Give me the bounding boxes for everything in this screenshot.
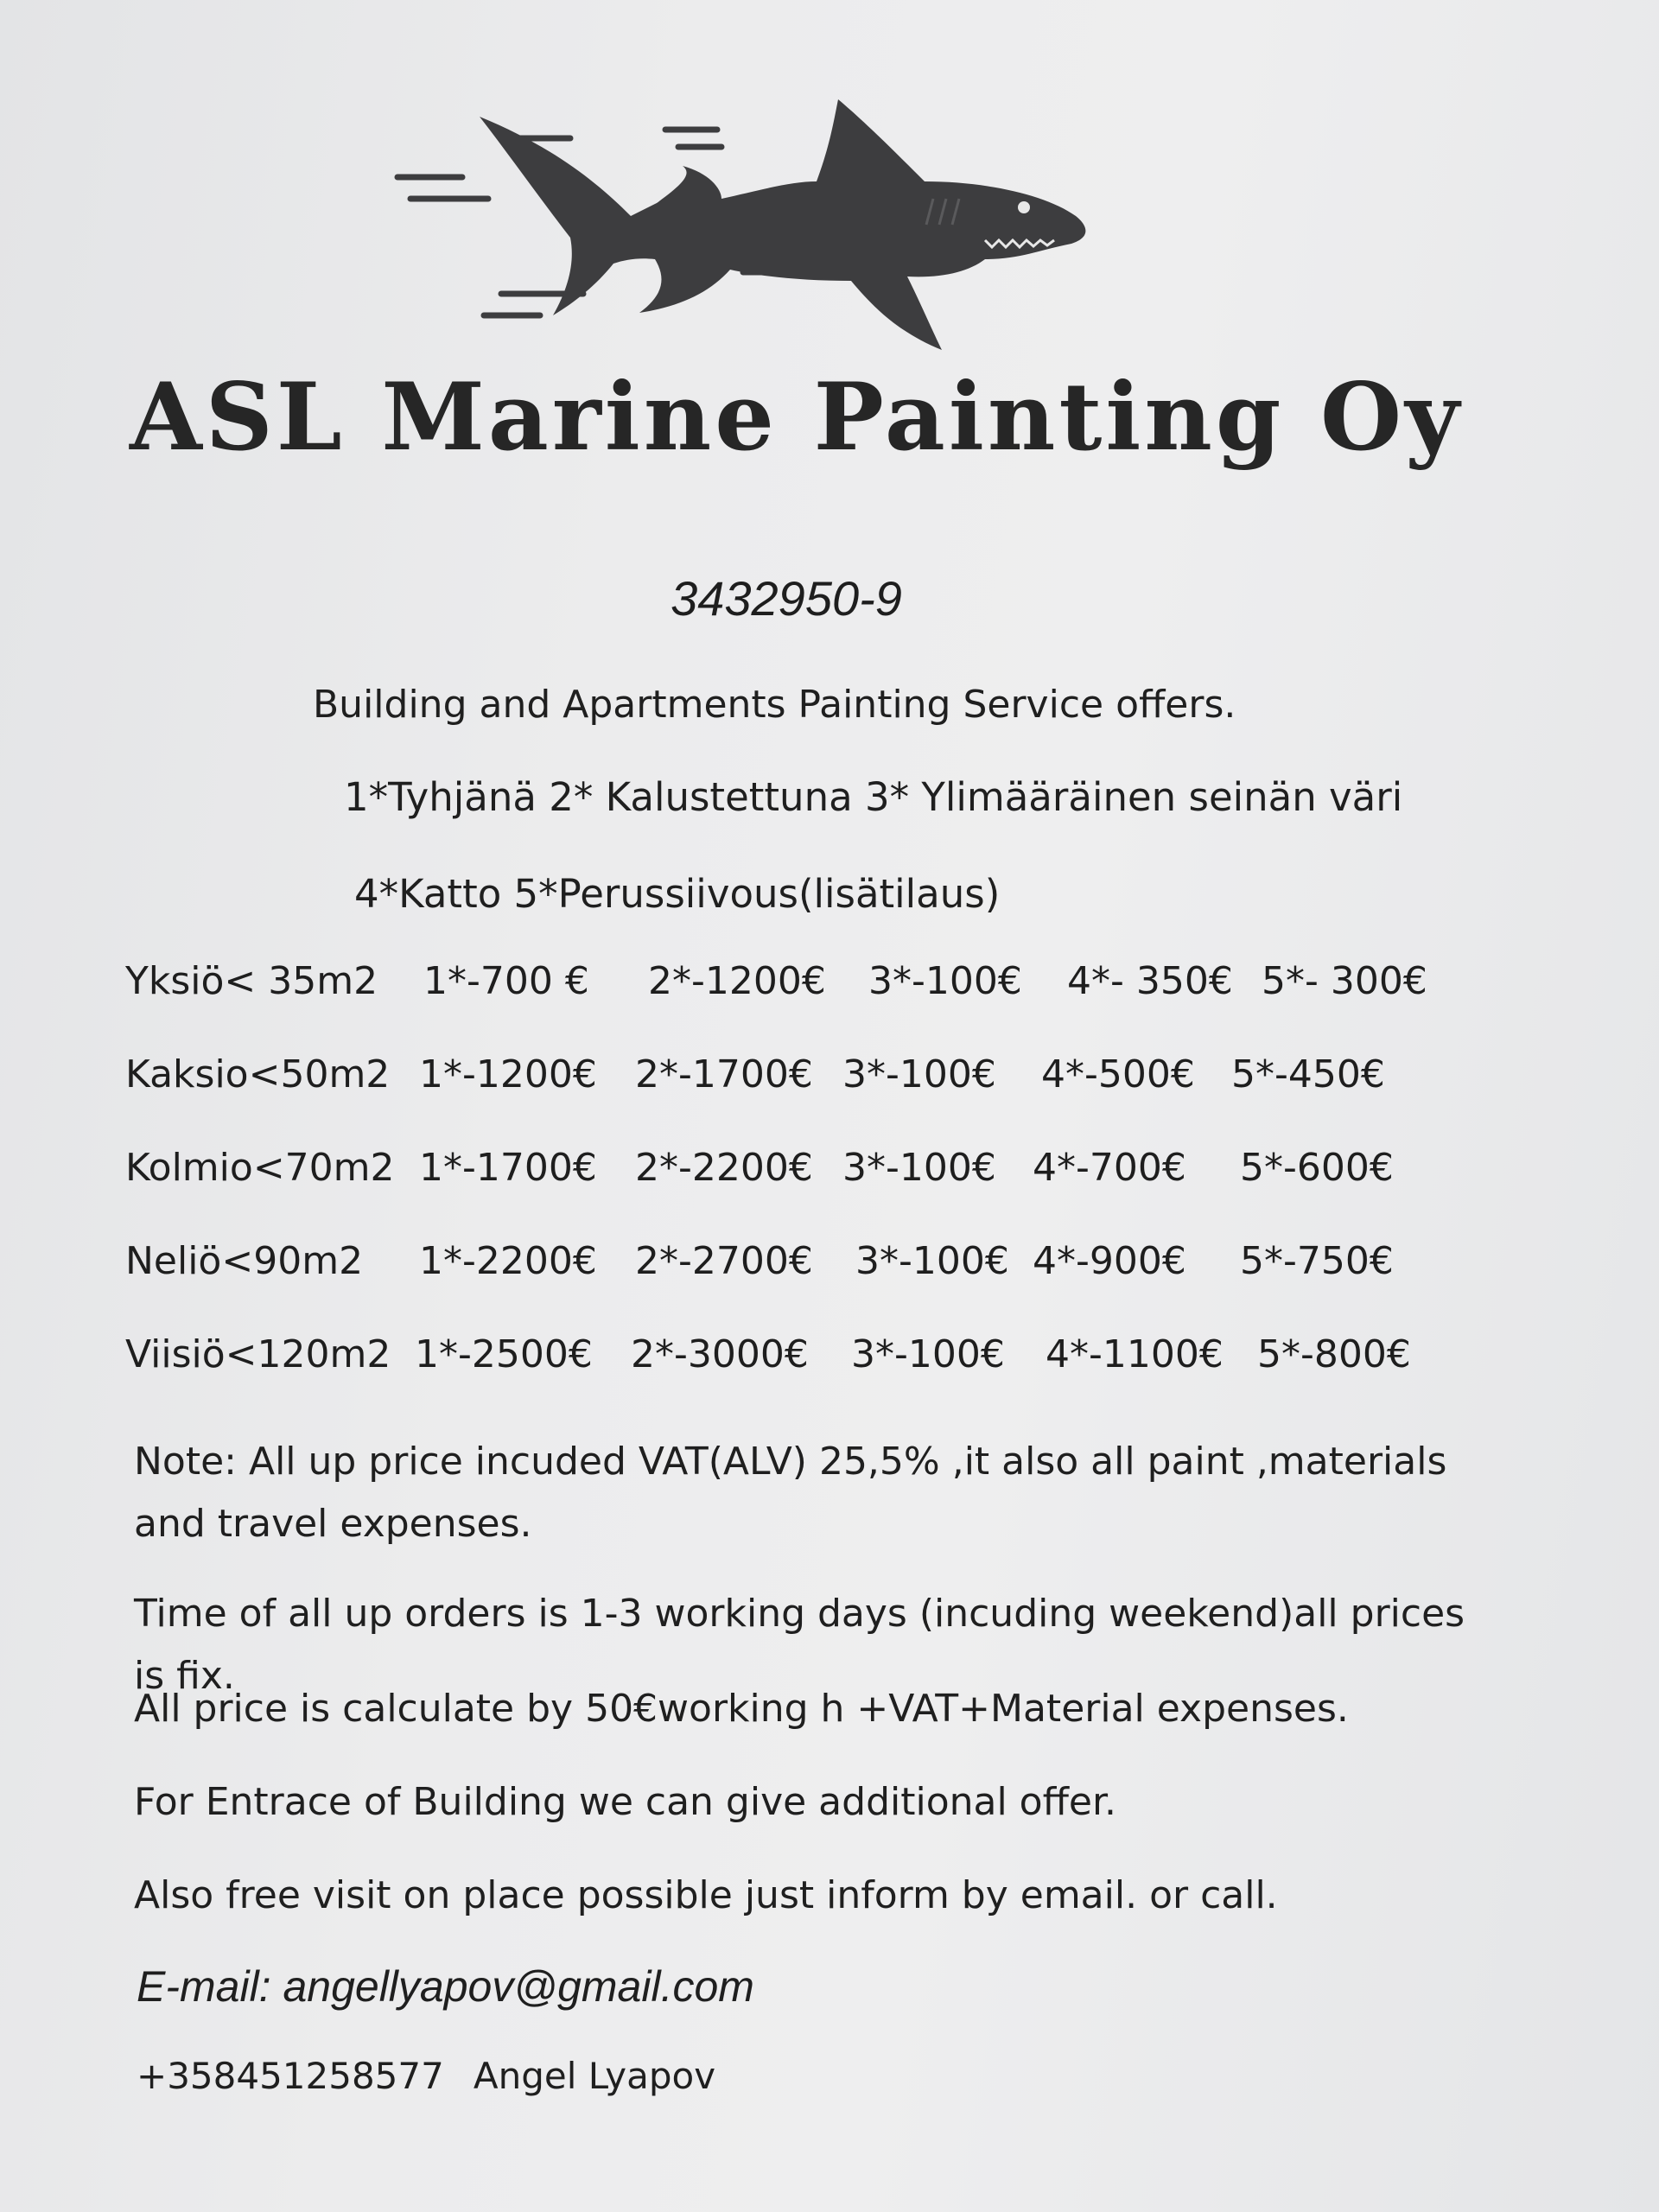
note-entrance-offer: For Entrace of Building we can give additional offer. [134, 1780, 1117, 1824]
price-extra-wall-color: 3*-100€ [868, 959, 1022, 1003]
price-extra-wall-color: 3*-100€ [842, 1146, 996, 1190]
price-row [125, 959, 1473, 1052]
price-ceiling: 4*- 350€ [1067, 959, 1233, 1003]
price-cleaning: 5*-600€ [1240, 1146, 1394, 1190]
apartment-size: Kolmio<70m2 [125, 1146, 395, 1190]
price-extra-wall-color: 3*-100€ [855, 1239, 1009, 1283]
note-free-visit: Also free visit on place possible just inform by email. or call. [134, 1873, 1278, 1917]
price-ceiling: 4*-1100€ [1046, 1332, 1224, 1376]
company-name: ASL Marine Painting Oy [130, 363, 1463, 472]
note-hourly-rate: All price is calculate by 50€working h +VAT+Material expenses. [134, 1687, 1349, 1731]
apartment-size: Viisiö<120m2 [125, 1332, 391, 1376]
price-row [125, 1052, 1473, 1146]
price-table [125, 959, 1473, 1426]
price-cleaning: 5*-450€ [1231, 1052, 1385, 1096]
price-empty: 1*-2200€ [419, 1239, 597, 1283]
apartment-size: Neliö<90m2 [125, 1239, 364, 1283]
price-empty: 1*-2500€ [415, 1332, 593, 1376]
registration-number: 3432950-9 [671, 571, 902, 626]
service-subtitle: Building and Apartments Painting Service offers. [313, 683, 1236, 727]
price-furnished: 2*-2200€ [635, 1146, 813, 1190]
options-legend-line-2: 4*Katto 5*Perussiivous(lisätilaus) [354, 871, 1001, 917]
apartment-size: Kaksio<50m2 [125, 1052, 391, 1096]
price-ceiling: 4*-900€ [1033, 1239, 1186, 1283]
price-extra-wall-color: 3*-100€ [842, 1052, 996, 1096]
shark-icon [380, 86, 1141, 354]
options-legend-line-1: 1*Tyhjänä 2* Kalustettuna 3* Ylimääräinen seinän väri [344, 774, 1403, 820]
note-delivery-time: Time of all up orders is 1-3 working days (incuding weekend)all prices is fix. [134, 1592, 1465, 1698]
price-empty: 1*-700 € [423, 959, 589, 1003]
price-row [125, 1146, 1473, 1239]
price-furnished: 2*-1200€ [648, 959, 826, 1003]
price-cleaning: 5*-750€ [1240, 1239, 1394, 1283]
price-ceiling: 4*-700€ [1033, 1146, 1186, 1190]
shark-eye [1018, 201, 1030, 213]
price-cleaning: 5*- 300€ [1262, 959, 1427, 1003]
price-furnished: 2*-1700€ [635, 1052, 813, 1096]
contact-phone: +358451258577 [137, 2055, 444, 2097]
price-furnished: 2*-3000€ [631, 1332, 809, 1376]
price-empty: 1*-1200€ [419, 1052, 597, 1096]
price-row [125, 1239, 1473, 1332]
price-extra-wall-color: 3*-100€ [851, 1332, 1005, 1376]
price-empty: 1*-1700€ [419, 1146, 597, 1190]
apartment-size: Yksiö< 35m2 [125, 959, 378, 1003]
note-vat: Note: All up price incuded VAT(ALV) 25,5% ,it also all paint ,materials and travel expenses. [134, 1440, 1447, 1546]
price-furnished: 2*-2700€ [635, 1239, 813, 1283]
price-row [125, 1332, 1473, 1426]
price-cleaning: 5*-800€ [1257, 1332, 1411, 1376]
price-ceiling: 4*-500€ [1041, 1052, 1195, 1096]
contact-line [137, 2055, 745, 2097]
contact-email: E-mail: angellyapov@gmail.com [137, 1962, 754, 2011]
contact-name: Angel Lyapov [473, 2055, 716, 2097]
